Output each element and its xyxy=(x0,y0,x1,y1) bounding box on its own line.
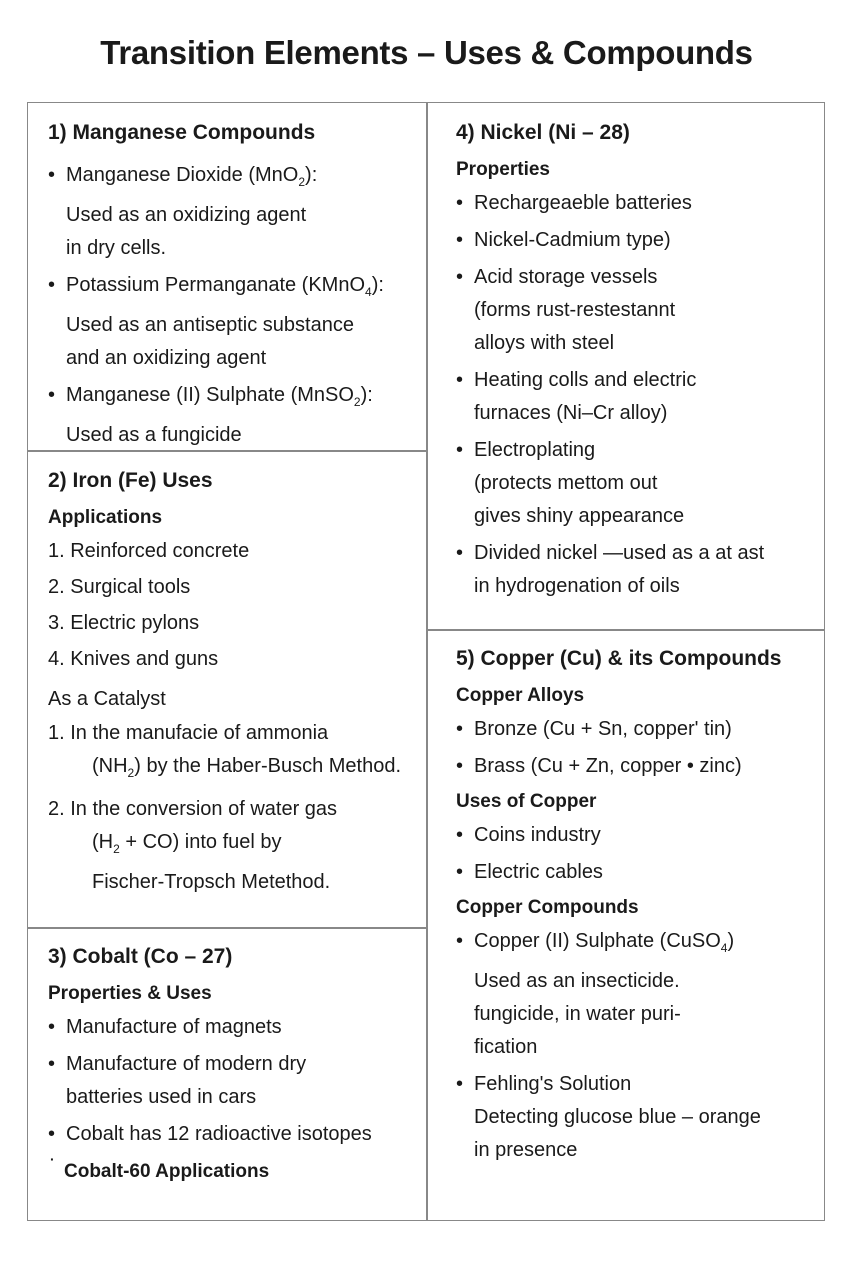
list-item: • Manganese Dioxide (MnO$_2$): Used as an oxidizing agent in dry cells. xyxy=(48,159,420,265)
list-item: • Copper (II) Sulphate (CuSO$_4$) Used as an insecticide. fungicide, in water puri- fication xyxy=(456,925,818,1064)
list-item: • Heating colls and electric furnaces (Ni–Cr alloy) xyxy=(456,364,818,430)
nickel-sub-label: Properties xyxy=(456,159,550,180)
list-item: • Electroplating (protects mettom out gives shiny appearance xyxy=(456,434,818,533)
applications-list xyxy=(48,535,420,676)
list-item: • Manganese (II) Sulphate (MnSO$_2$): Used as a fungicide xyxy=(48,379,420,452)
catalyst-label: As a Catalyst xyxy=(48,688,166,710)
cobalt-sub-label: Properties & Uses xyxy=(48,983,212,1004)
copper-compounds-label: Copper Compounds xyxy=(456,897,639,918)
item-name: Manganese Dioxide (MnO xyxy=(66,164,299,186)
item-desc: Used as an oxidizing agent in dry cells. xyxy=(66,204,307,259)
list-item: 3. Electric pylons xyxy=(48,612,200,634)
cobalt-heading: 3) Cobalt (Co – 27) xyxy=(48,945,233,968)
cobalt-section xyxy=(48,945,420,1183)
manganese-heading: 1) Manganese Compounds xyxy=(48,121,316,144)
list-item: • Brass (Cu + Zn, copper • zinc) xyxy=(456,750,818,783)
list-item: • Fehling's Solution Detecting glucose blue – orange in presence xyxy=(456,1068,818,1167)
copper-alloys-label: Copper Alloys xyxy=(456,685,585,706)
list-item: • Rechargeaeble batteries xyxy=(456,187,818,220)
list-item: 4. Knives and guns xyxy=(48,648,219,670)
list-item: • Potassium Permanganate (KMnO$_4$): Used as an antiseptic substance and an oxidizing agent xyxy=(48,269,420,375)
applications-label: Applications xyxy=(48,507,163,528)
nickel-heading: 4) Nickel (Ni – 28) xyxy=(456,121,630,144)
item-desc: Used as a fungicide xyxy=(66,424,242,446)
list-item: • Coins industry xyxy=(456,819,818,852)
row-divider-3 xyxy=(427,629,825,631)
content-grid xyxy=(27,102,825,1221)
cobalt-footer: · Cobalt-60 Applications xyxy=(48,1161,420,1183)
copper-heading: 5) Copper (Cu) & its Compounds xyxy=(456,647,782,670)
list-item: 1. In the manufacie of ammonia $(NH_2)$ by the Haber-Busch Method. xyxy=(48,722,402,780)
copper-uses-label: Uses of Copper xyxy=(456,791,597,812)
manganese-section xyxy=(48,121,420,456)
item-desc: Used as an antiseptic substance and an oxidizing agent xyxy=(66,314,354,369)
list-item: 1. Reinforced concrete xyxy=(48,540,250,562)
nickel-section xyxy=(456,121,818,607)
iron-heading: 2) Iron (Fe) Uses xyxy=(48,469,213,492)
page-title: Transition Elements – Uses & Compounds xyxy=(100,34,753,71)
list-item: • Bronze (Cu + Sn, copper' tin) xyxy=(456,713,818,746)
list-item: 2. In the conversion of water gas $(H_2 + CO)$ into fuel by Fischer-Tropsch Metethod. xyxy=(48,798,338,893)
list-item: 2. Surgical tools xyxy=(48,576,191,598)
copper-compounds-list xyxy=(456,925,818,1167)
copper-section xyxy=(456,647,818,1171)
list-item: • Acid storage vessels (forms rust-restestannt alloys with steel xyxy=(456,261,818,360)
item-name: Potassium Permanganate (KMnO xyxy=(66,274,366,296)
item-name: Manganese (II) Sulphate (MnSO xyxy=(66,384,354,406)
list-item: • Divided nickel —used as a at ast in hydrogenation of oils xyxy=(456,537,818,603)
row-divider-2 xyxy=(28,927,427,929)
catalyst-list xyxy=(48,717,420,899)
list-item: • Manufacture of modern dry batteries used in cars xyxy=(48,1048,420,1114)
copper-uses-list xyxy=(456,819,818,889)
manganese-list xyxy=(48,159,420,452)
nickel-list xyxy=(456,187,818,603)
list-item: • Manufacture of magnets xyxy=(48,1011,420,1044)
column-divider xyxy=(426,103,428,1220)
copper-alloys-list xyxy=(456,713,818,783)
iron-section xyxy=(48,469,420,902)
list-item: • Electric cables xyxy=(456,856,818,889)
cobalt-list xyxy=(48,1011,420,1151)
list-item: • Nickel-Cadmium type) xyxy=(456,224,818,257)
list-item: • Cobalt has 12 radioactive isotopes xyxy=(48,1118,420,1151)
